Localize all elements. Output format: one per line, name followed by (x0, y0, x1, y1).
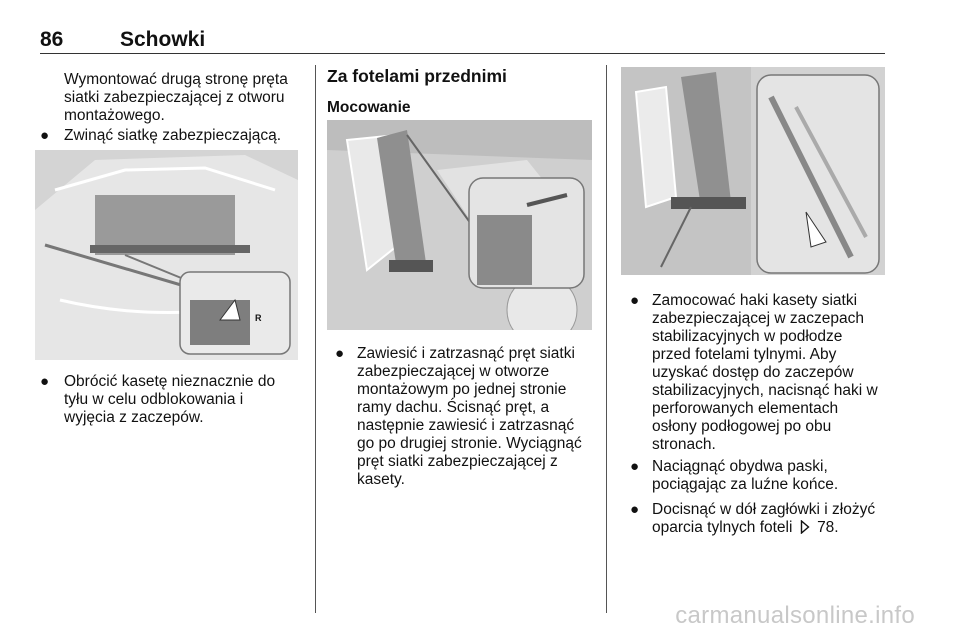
page-reference-arrow-icon[interactable] (800, 520, 810, 539)
list-item: ● Zamocować haki kasety siatki zabezpieczającej w zaczepach stabilizacyjnych w podłodze przed fotelami tylnymi. Aby uzyskać dostęp do zaczepów stabilizacyjnych, nacisnąć haki w perforowanych elementach osłony podłogowej po obu stronach. (630, 292, 878, 453)
intro-text: Wymontować drugą stronę pręta siatki zabezpieczającej z otworu montażowego. (64, 71, 288, 124)
bullet-symbol: ● (40, 373, 50, 390)
list-item: ● Naciągnąć obydwa paski, pociągając za luźne końce. (630, 458, 839, 493)
bullet-symbol: ● (630, 292, 640, 309)
list-item: ● Zawiesić i zatrzasnąć pręt siatki zabezpieczającej w otworze montażowym po jednej stronie ramy dachu. Ścisnąć pręt, a następnie zawiesić i zatrzasnąć go po drugiej stronie. Wyciągnąć pręt siatki zabezpieczającej z kasety. (335, 345, 582, 488)
page-header (40, 22, 885, 52)
column-divider-left (315, 65, 316, 613)
section-heading: Za fotelami przednimi (327, 66, 507, 86)
page-reference-line: oparcia tylnych foteli 78. (652, 519, 897, 539)
page-number: 86 (40, 28, 64, 51)
bullet-symbol: ● (335, 345, 345, 362)
watermark: carmanualsonline.info (675, 602, 915, 629)
bullet-symbol: ● (630, 458, 640, 475)
net-mounting-figure (327, 120, 592, 330)
sub-heading: Mocowanie (327, 99, 411, 116)
bullet-symbol: ● (40, 127, 50, 144)
cargo-net-removal-figure (35, 150, 298, 360)
column-divider-right (606, 65, 607, 613)
page-reference-number[interactable]: 78. (817, 519, 839, 536)
list-item: ● Zwinąć siatkę zabezpieczającą. (40, 127, 282, 144)
bullet-symbol: ● (630, 501, 640, 518)
list-item: ● Docisnąć w dół zagłówki i złożyć oparcia tylnych foteli 78. (630, 501, 895, 541)
figure-callout-label: R (255, 313, 262, 323)
header-rule (40, 53, 885, 54)
chapter-title: Schowki (120, 28, 206, 51)
floor-hook-figure (621, 67, 885, 275)
list-item: ● Obrócić kasetę nieznacznie do tyłu w celu odblokowania i wyjęcia z zaczepów. (40, 373, 276, 426)
